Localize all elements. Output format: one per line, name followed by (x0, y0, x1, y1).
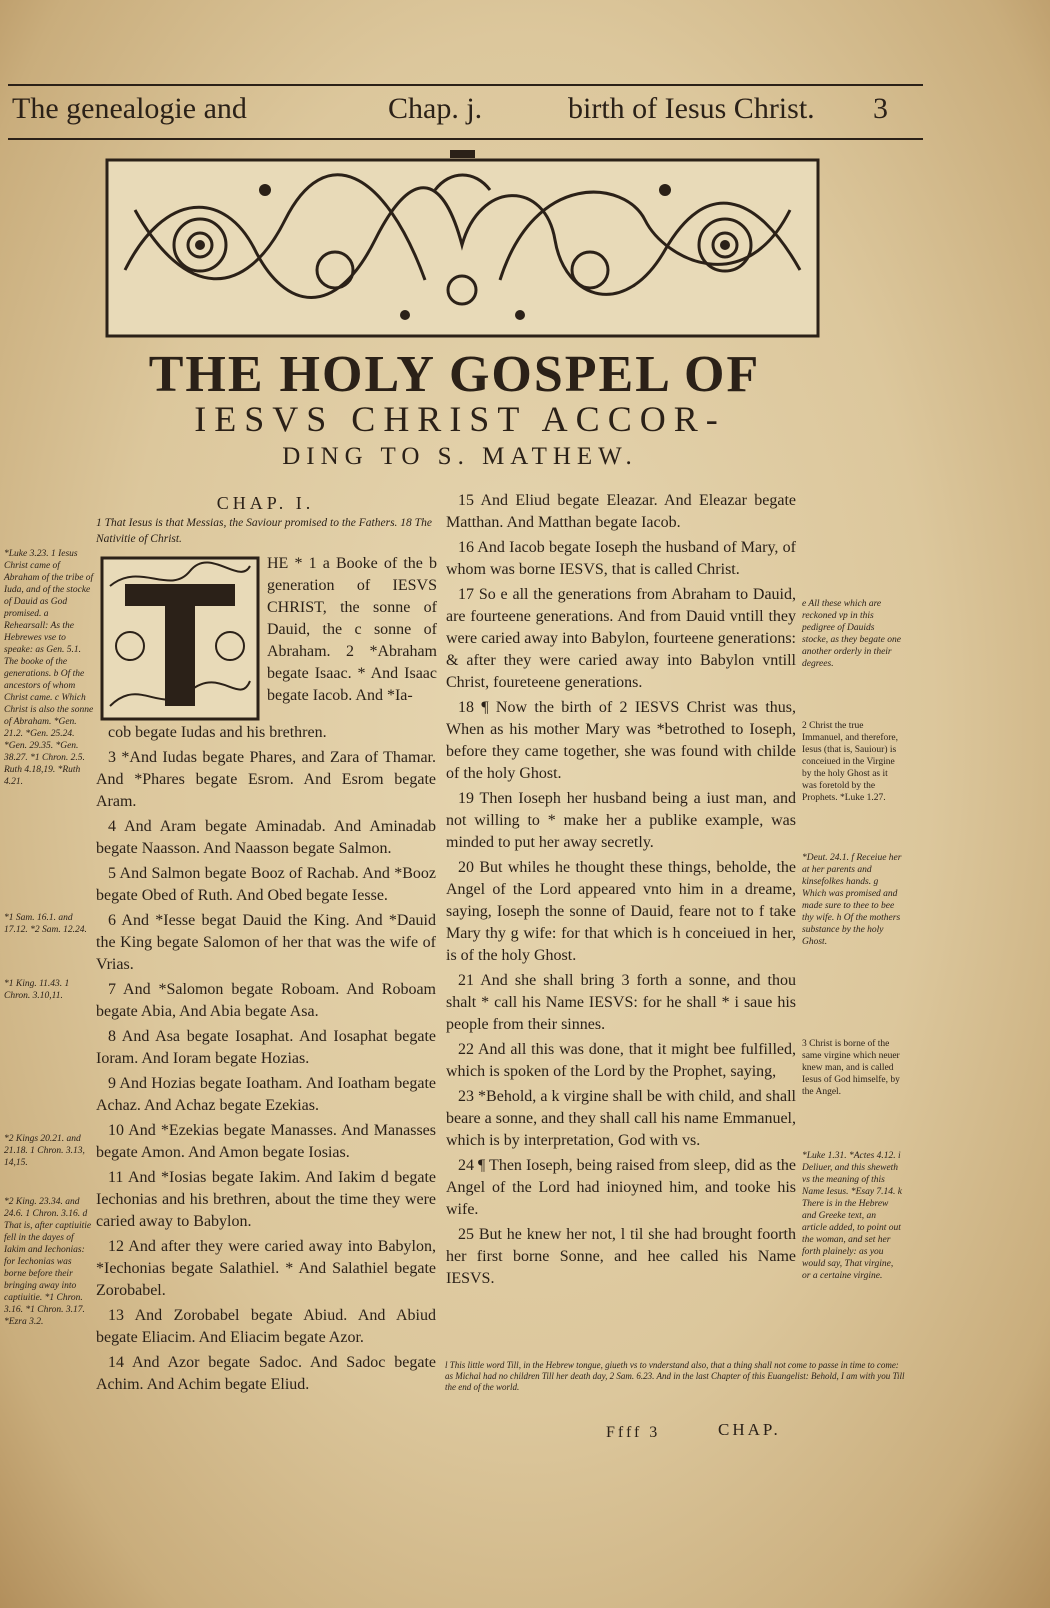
verse-paragraph: 22 And all this was done, that it might bee fulfilled, which is spoken of the Lord by the Prophet, saying, (446, 1041, 796, 1080)
verse-paragraph: 10 And *Ezekias begate Manasses. And Manasses begate Amon. And Amon begate Iosias. (96, 1122, 436, 1161)
verse-paragraph: 15 And Eliud begate Eleazar. And Eleazar begate Matthan. And Matthan begate Iacob. (446, 492, 796, 531)
running-head-left: The genealogie and (12, 92, 247, 125)
chapter-summary: 1 That Iesus is that Messias, the Saviour promised to the Fathers. 18 The Nativitie of Christ. (96, 517, 432, 545)
verse-paragraph: 3 *And Iudas begate Phares, and Zara of Thamar. And *Phares begate Esrom. And Esrom begate Aram. (96, 749, 436, 810)
verse-paragraph: 16 And Iacob begate Ioseph the husband of Mary, of whom was borne IESVS, that is called Christ. (446, 539, 796, 578)
verse-paragraph: 13 And Zorobabel begate Abiud. And Abiud begate Eliacim. And Eliacim begate Azor. (96, 1307, 436, 1346)
verse-paragraph: 12 And after they were caried away into Babylon, *Iechonias begate Salathiel. * And Salathiel begate Zorobabel. (96, 1238, 436, 1299)
verse-paragraph: 14 And Azor begate Sadoc. And Sadoc begate Achim. And Achim begate Eliud. (96, 1354, 436, 1393)
verse-paragraph: 19 Then Ioseph her husband being a iust man, and not willing to * make her a publike example, was minded to put her away secretly. (446, 790, 796, 851)
verse-paragraph: 23 *Behold, a k virgine shall be with child, and shall beare a sonne, and they shall call his name Emmanuel, which is by interpretation, God with vs. (446, 1088, 796, 1149)
verse-paragraph: 18 ¶ Now the birth of 2 IESVS Christ was thus, When as his mother Mary was *betrothed to Ioseph, before they came together, she was found with childe of the holy Ghost. (446, 699, 796, 782)
running-head (8, 84, 923, 140)
footnote: l This little word Till, in the Hebrew tongue, giueth vs to vnderstand also, that a thing shall not come to passe in time to come: as Michal had no children Till her death day, 2 Sam. 6.23. And in the last Chapter of this Euangelist: Behold, I am with you Till the end of the world. (445, 1360, 905, 1392)
verse-paragraph: cob begate Iudas and his brethren. (108, 724, 327, 741)
marginal-note-right: *Luke 1.31. *Actes 4.12. i Deliuer, and this sheweth vs the meaning of this Name Iesus. *Esay 7.14. k There is in the Hebrew and Greeke text, an article added, to point out the woman, and set her forth plainely: as you would say, That virgine, or a certaine virgine. (802, 1151, 902, 1281)
running-head-chapter: Chap. j. (388, 92, 483, 125)
text-column-left (96, 722, 436, 1399)
text-column-right (446, 490, 796, 1293)
verse-paragraph: 24 ¶ Then Ioseph, being raised from sleep, did as the Angel of the Lord had inioyned him, and tooke his wife. (446, 1157, 796, 1218)
genealogy-opening-text: HE * 1 a Booke of the b generation of IESVS CHRIST, the sonne of Dauid, the c sonne of Abraham. 2 *Abraham begate Isaac. * And Isaac begate Iacob. And *Ia- (267, 555, 437, 704)
marginal-note-left: *2 Kings 20.21. and 21.18. 1 Chron. 3.13, 14,15. (4, 1134, 85, 1168)
verse-paragraph: 6 And *Iesse begat Dauid the King. And *Dauid the King begate Salomon of her that was the wife of Vrias. (96, 912, 436, 973)
verse-paragraph: 21 And she shall bring 3 forth a sonne, and thou shalt * call his Name IESVS: for he shall * i saue his people from their sinnes. (446, 972, 796, 1033)
verse-paragraph: 8 And Asa begate Iosaphat. And Iosaphat begate Ioram. And Ioram begate Hozias. (96, 1028, 436, 1067)
verse-paragraph: 25 But he knew her not, l til she had brought foorth her first borne Sonne, and hee called his Name IESVS. (446, 1226, 796, 1287)
gospel-title-line-3: DING TO S. MATHEW. (282, 443, 638, 470)
marginal-note-left: *2 King. 23.34. and 24.6. 1 Chron. 3.16. d That is, after captiuitie fell in the dayes of Iakim and Iechonias: for Iechonias was borne before their bringing away into captiuitie. *1 Chron. 3.16. *1 Chron. 3.17. *Ezra 3.2. (4, 1197, 92, 1327)
marginal-note-left: *Luke 3.23. 1 Iesus Christ came of Abraham of the tribe of Iuda, and of the stocke of Dauid as God promised. a Rehearsall: As the Hebrewes vse to speake: as Gen. 5.1. The booke of the generations. b Of the ancestors of whom Christ came. c Which Christ is also the sonne of Abraham. *Gen. 21.2. *Gen. 25.24. *Gen. 29.35. *Gen. 38.27. *1 Chron. 2.5. Ruth 4.18,19. *Ruth 4.21. (4, 549, 94, 787)
verse-paragraph: 11 And *Iosias begate Iakim. And Iakim d begate Iechonias and his brethren, about the time they were caried away to Babylon. (96, 1169, 436, 1230)
verse-paragraph: 20 But whiles he thought these things, beholde, the Angel of the Lord appeared vnto him in a dreame, saying, Ioseph the sonne of Dauid, feare not to f take Mary thy g wife: for that which is h conceiued in her, is of the holy Ghost. (446, 859, 796, 964)
chapter-heading: CHAP. I. (216, 493, 315, 513)
gospel-title-line-1: THE HOLY GOSPEL OF (148, 346, 761, 403)
catchword: CHAP. (718, 1420, 781, 1439)
ornamental-headpiece (105, 150, 820, 340)
page-number: 3 (873, 92, 888, 125)
marginal-note-left: *1 Sam. 16.1. and 17.12. *2 Sam. 12.24. (4, 913, 87, 935)
marginal-note-left: *1 King. 11.43. 1 Chron. 3.10,11. (4, 979, 70, 1001)
running-head-right: birth of Iesus Christ. (568, 92, 815, 125)
verse-paragraph: 4 And Aram begate Aminadab. And Aminadab begate Naasson. And Naasson begate Salmon. (96, 818, 436, 857)
marginal-note-right: 2 Christ the true Immanuel, and therefore, Iesus (that is, Sauiour) is conceiued in the Virgine by the holy Ghost as it was foretold by the Prophets. *Luke 1.27. (802, 721, 899, 803)
verse-paragraph: 5 And Salmon begate Booz of Rachab. And *Booz begate Obed of Ruth. And Obed begate Iesse. (96, 865, 436, 904)
marginal-note-right: *Deut. 24.1. f Receiue her at her parents and kinsefolkes hands. g Which was promised and made sure to thee to bee thy wife. h Of the mothers substance by the holy Ghost. (802, 853, 902, 947)
verse-paragraph: 7 And *Salomon begate Roboam. And Roboam begate Abia, And Abia begate Asa. (96, 981, 436, 1020)
gospel-title-line-2: IESVS CHRIST ACCOR- (194, 399, 726, 439)
marginal-note-right: 3 Christ is borne of the same virgine which neuer knew man, and is called Iesus of God himselfe, by the Angel. (802, 1039, 900, 1097)
verse-paragraph: 9 And Hozias begate Ioatham. And Ioatham begate Achaz. And Achaz begate Ezekias. (96, 1075, 436, 1114)
marginal-note-right: e All these which are reckoned vp in this pedigree of Dauids stocke, as they begate one another orderly in their degrees. (802, 599, 901, 669)
printer-signature: Ffff 3 (606, 1424, 661, 1441)
decorated-initial-t (100, 556, 260, 721)
verse-paragraph: 17 So e all the generations from Abraham to Dauid, are fourteene generations. And from Dauid vntill they were caried away into Babylon, fourteene generations: & after they were caried away into Babylon vntill Christ, foureteene generations. (446, 586, 796, 691)
